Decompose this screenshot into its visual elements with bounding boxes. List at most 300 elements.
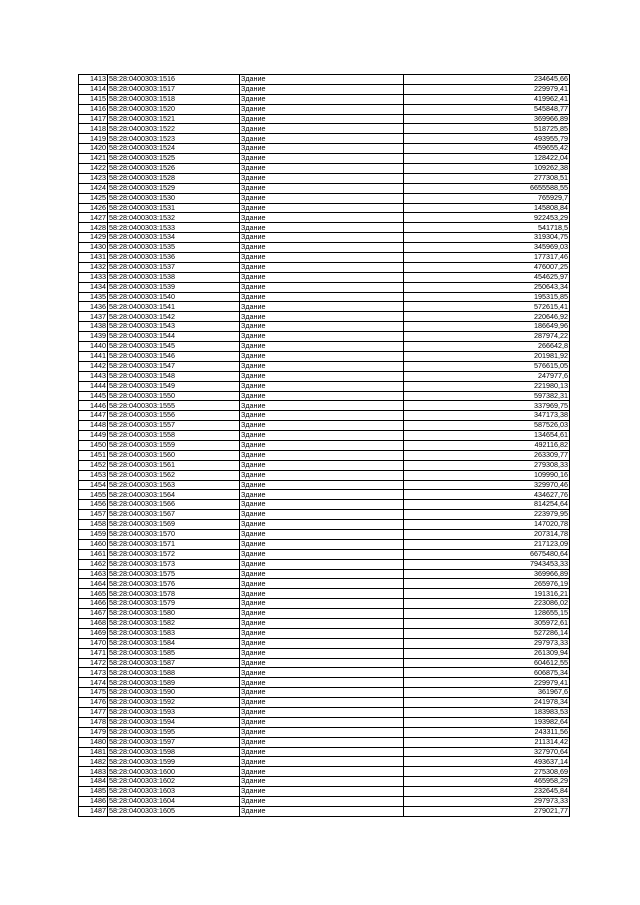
table-row: [79, 500, 570, 510]
row-number-cell: 1480: [79, 737, 108, 747]
object-type-cell: Здание: [240, 777, 404, 787]
row-number-cell: 1469: [79, 628, 108, 638]
table-row: [79, 589, 570, 599]
table-row: [79, 292, 570, 302]
row-number-cell: 1476: [79, 698, 108, 708]
object-type-cell: Здание: [240, 371, 404, 381]
cadastral-number-cell: 58:28:0400303:1579: [108, 599, 240, 609]
row-number-cell: 1414: [79, 84, 108, 94]
row-number-cell: 1473: [79, 668, 108, 678]
cadastral-number-cell: 58:28:0400303:1576: [108, 579, 240, 589]
table-row: [79, 75, 570, 85]
cadastral-number-cell: 58:28:0400303:1558: [108, 431, 240, 441]
row-number-cell: 1475: [79, 688, 108, 698]
object-type-cell: Здание: [240, 589, 404, 599]
object-type-cell: Здание: [240, 500, 404, 510]
cadastral-number-cell: 58:28:0400303:1535: [108, 243, 240, 253]
object-type-cell: Здание: [240, 787, 404, 797]
table-row: [79, 183, 570, 193]
cadastral-number-cell: 58:28:0400303:1603: [108, 787, 240, 797]
row-number-cell: 1440: [79, 342, 108, 352]
object-type-cell: Здание: [240, 549, 404, 559]
cadastral-value-cell: 297973,33: [404, 797, 570, 807]
row-number-cell: 1434: [79, 282, 108, 292]
row-number-cell: 1439: [79, 332, 108, 342]
table-row: [79, 737, 570, 747]
row-number-cell: 1468: [79, 618, 108, 628]
row-number-cell: 1484: [79, 777, 108, 787]
table-row: [79, 747, 570, 757]
cadastral-number-cell: 58:28:0400303:1520: [108, 104, 240, 114]
object-type-cell: Здание: [240, 302, 404, 312]
table-row: [79, 480, 570, 490]
cadastral-value-cell: 232645,84: [404, 787, 570, 797]
table-row: [79, 114, 570, 124]
cadastral-number-cell: 58:28:0400303:1595: [108, 727, 240, 737]
cadastral-value-cell: 6655588,55: [404, 183, 570, 193]
cadastral-number-cell: 58:28:0400303:1524: [108, 144, 240, 154]
cadastral-number-cell: 58:28:0400303:1580: [108, 609, 240, 619]
table-row: [79, 104, 570, 114]
cadastral-number-cell: 58:28:0400303:1544: [108, 332, 240, 342]
object-type-cell: Здание: [240, 233, 404, 243]
cadastral-number-cell: 58:28:0400303:1534: [108, 233, 240, 243]
cadastral-number-cell: 58:28:0400303:1582: [108, 618, 240, 628]
row-number-cell: 1413: [79, 75, 108, 85]
row-number-cell: 1423: [79, 173, 108, 183]
cadastral-value-cell: 195315,85: [404, 292, 570, 302]
cadastral-value-cell: 275308,69: [404, 767, 570, 777]
table-row: [79, 757, 570, 767]
cadastral-value-cell: 145808,84: [404, 203, 570, 213]
table-row: [79, 351, 570, 361]
cadastral-value-cell: 261309,94: [404, 648, 570, 658]
cadastral-number-cell: 58:28:0400303:1516: [108, 75, 240, 85]
cadastral-number-cell: 58:28:0400303:1522: [108, 124, 240, 134]
table-row: [79, 124, 570, 134]
cadastral-value-cell: 279308,33: [404, 460, 570, 470]
cadastral-value-cell: 109262,38: [404, 164, 570, 174]
cadastral-value-cell: 263309,77: [404, 450, 570, 460]
cadastral-number-cell: 58:28:0400303:1589: [108, 678, 240, 688]
cadastral-value-cell: 922453,29: [404, 213, 570, 223]
table-row: [79, 668, 570, 678]
object-type-cell: Здание: [240, 223, 404, 233]
cadastral-number-cell: 58:28:0400303:1521: [108, 114, 240, 124]
row-number-cell: 1420: [79, 144, 108, 154]
row-number-cell: 1466: [79, 599, 108, 609]
cadastral-value-cell: 229979,41: [404, 84, 570, 94]
row-number-cell: 1424: [79, 183, 108, 193]
cadastral-value-cell: 576615,05: [404, 361, 570, 371]
cadastral-number-cell: 58:28:0400303:1570: [108, 529, 240, 539]
object-type-cell: Здание: [240, 342, 404, 352]
object-type-cell: Здание: [240, 411, 404, 421]
cadastral-number-cell: 58:28:0400303:1530: [108, 193, 240, 203]
row-number-cell: 1426: [79, 203, 108, 213]
object-type-cell: Здание: [240, 421, 404, 431]
table-row: [79, 94, 570, 104]
cadastral-number-cell: 58:28:0400303:1560: [108, 450, 240, 460]
table-row: [79, 302, 570, 312]
row-number-cell: 1458: [79, 520, 108, 530]
cadastral-number-cell: 58:28:0400303:1539: [108, 282, 240, 292]
cadastral-number-cell: 58:28:0400303:1592: [108, 698, 240, 708]
table-row: [79, 539, 570, 549]
cadastral-value-cell: 229979,41: [404, 678, 570, 688]
object-type-cell: Здание: [240, 253, 404, 263]
table-row: [79, 520, 570, 530]
cadastral-number-cell: 58:28:0400303:1572: [108, 549, 240, 559]
cadastral-number-cell: 58:28:0400303:1566: [108, 500, 240, 510]
cadastral-number-cell: 58:28:0400303:1594: [108, 717, 240, 727]
object-type-cell: Здание: [240, 351, 404, 361]
object-type-cell: Здание: [240, 757, 404, 767]
cadastral-value-cell: 327970,64: [404, 747, 570, 757]
object-type-cell: Здание: [240, 806, 404, 816]
object-type-cell: Здание: [240, 114, 404, 124]
object-type-cell: Здание: [240, 262, 404, 272]
row-number-cell: 1433: [79, 272, 108, 282]
cadastral-number-cell: 58:28:0400303:1533: [108, 223, 240, 233]
object-type-cell: Здание: [240, 164, 404, 174]
cadastral-number-cell: 58:28:0400303:1538: [108, 272, 240, 282]
cadastral-value-cell: 369966,89: [404, 114, 570, 124]
cadastral-number-cell: 58:28:0400303:1602: [108, 777, 240, 787]
cadastral-value-cell: 347173,38: [404, 411, 570, 421]
table-row: [79, 282, 570, 292]
cadastral-value-cell: 541718,5: [404, 223, 570, 233]
cadastral-value-cell: 492116,82: [404, 440, 570, 450]
cadastral-value-cell: 518725,85: [404, 124, 570, 134]
cadastral-value-cell: 247977,6: [404, 371, 570, 381]
row-number-cell: 1422: [79, 164, 108, 174]
table-row: [79, 658, 570, 668]
table-body: [79, 75, 570, 817]
cadastral-value-cell: 493955,79: [404, 134, 570, 144]
table-row: [79, 421, 570, 431]
object-type-cell: Здание: [240, 75, 404, 85]
cadastral-number-cell: 58:28:0400303:1557: [108, 421, 240, 431]
row-number-cell: 1432: [79, 262, 108, 272]
object-type-cell: Здание: [240, 450, 404, 460]
row-number-cell: 1452: [79, 460, 108, 470]
cadastral-number-cell: 58:28:0400303:1571: [108, 539, 240, 549]
object-type-cell: Здание: [240, 569, 404, 579]
object-type-cell: Здание: [240, 361, 404, 371]
cadastral-value-cell: 241978,34: [404, 698, 570, 708]
table-row: [79, 717, 570, 727]
row-number-cell: 1457: [79, 510, 108, 520]
object-type-cell: Здание: [240, 213, 404, 223]
cadastral-number-cell: 58:28:0400303:1556: [108, 411, 240, 421]
row-number-cell: 1478: [79, 717, 108, 727]
row-number-cell: 1487: [79, 806, 108, 816]
cadastral-value-cell: 7943453,33: [404, 559, 570, 569]
cadastral-value-cell: 597382,31: [404, 391, 570, 401]
row-number-cell: 1445: [79, 391, 108, 401]
object-type-cell: Здание: [240, 292, 404, 302]
table-row: [79, 510, 570, 520]
row-number-cell: 1451: [79, 450, 108, 460]
cadastral-value-cell: 459655,42: [404, 144, 570, 154]
cadastral-value-cell: 465958,29: [404, 777, 570, 787]
cadastral-value-cell: 134654,61: [404, 431, 570, 441]
row-number-cell: 1418: [79, 124, 108, 134]
object-type-cell: Здание: [240, 599, 404, 609]
object-type-cell: Здание: [240, 282, 404, 292]
table-row: [79, 727, 570, 737]
object-type-cell: Здание: [240, 480, 404, 490]
cadastral-value-cell: 147020,78: [404, 520, 570, 530]
cadastral-value-cell: 606875,34: [404, 668, 570, 678]
cadastral-number-cell: 58:28:0400303:1528: [108, 173, 240, 183]
cadastral-value-cell: 277308,51: [404, 173, 570, 183]
row-number-cell: 1435: [79, 292, 108, 302]
row-number-cell: 1459: [79, 529, 108, 539]
row-number-cell: 1462: [79, 559, 108, 569]
cadastral-number-cell: 58:28:0400303:1575: [108, 569, 240, 579]
cadastral-number-cell: 58:28:0400303:1567: [108, 510, 240, 520]
table-row: [79, 431, 570, 441]
table-row: [79, 154, 570, 164]
table-row: [79, 569, 570, 579]
table-row: [79, 559, 570, 569]
cadastral-number-cell: 58:28:0400303:1545: [108, 342, 240, 352]
table-row: [79, 134, 570, 144]
cadastral-value-cell: 128655,15: [404, 609, 570, 619]
object-type-cell: Здание: [240, 470, 404, 480]
cadastral-number-cell: 58:28:0400303:1523: [108, 134, 240, 144]
cadastral-number-cell: 58:28:0400303:1559: [108, 440, 240, 450]
cadastral-number-cell: 58:28:0400303:1585: [108, 648, 240, 658]
cadastral-value-cell: 345969,03: [404, 243, 570, 253]
row-number-cell: 1460: [79, 539, 108, 549]
object-type-cell: Здание: [240, 797, 404, 807]
table-row: [79, 708, 570, 718]
row-number-cell: 1442: [79, 361, 108, 371]
object-type-cell: Здание: [240, 678, 404, 688]
row-number-cell: 1436: [79, 302, 108, 312]
cadastral-number-cell: 58:28:0400303:1564: [108, 490, 240, 500]
row-number-cell: 1441: [79, 351, 108, 361]
cadastral-value-cell: 434627,76: [404, 490, 570, 500]
object-type-cell: Здание: [240, 490, 404, 500]
cadastral-value-cell: 243311,56: [404, 727, 570, 737]
cadastral-value-cell: 186649,96: [404, 322, 570, 332]
cadastral-value-cell: 329970,46: [404, 480, 570, 490]
object-type-cell: Здание: [240, 183, 404, 193]
object-type-cell: Здание: [240, 243, 404, 253]
cadastral-value-cell: 234645,66: [404, 75, 570, 85]
table-row: [79, 322, 570, 332]
object-type-cell: Здание: [240, 322, 404, 332]
row-number-cell: 1467: [79, 609, 108, 619]
table-row: [79, 618, 570, 628]
cadastral-number-cell: 58:28:0400303:1598: [108, 747, 240, 757]
row-number-cell: 1448: [79, 421, 108, 431]
cadastral-number-cell: 58:28:0400303:1562: [108, 470, 240, 480]
table-row: [79, 213, 570, 223]
object-type-cell: Здание: [240, 193, 404, 203]
table-row: [79, 203, 570, 213]
cadastral-number-cell: 58:28:0400303:1542: [108, 312, 240, 322]
cadastral-number-cell: 58:28:0400303:1578: [108, 589, 240, 599]
cadastral-value-cell: 493637,14: [404, 757, 570, 767]
row-number-cell: 1463: [79, 569, 108, 579]
table-row: [79, 371, 570, 381]
cadastral-number-cell: 58:28:0400303:1573: [108, 559, 240, 569]
table-row: [79, 381, 570, 391]
table-row: [79, 391, 570, 401]
row-number-cell: 1443: [79, 371, 108, 381]
table-row: [79, 628, 570, 638]
cadastral-number-cell: 58:28:0400303:1569: [108, 520, 240, 530]
table-row: [79, 401, 570, 411]
table-row: [79, 84, 570, 94]
cadastral-value-cell: 279021,77: [404, 806, 570, 816]
cadastral-value-cell: 527286,14: [404, 628, 570, 638]
object-type-cell: Здание: [240, 520, 404, 530]
object-type-cell: Здание: [240, 529, 404, 539]
cadastral-value-cell: 223979,95: [404, 510, 570, 520]
object-type-cell: Здание: [240, 124, 404, 134]
row-number-cell: 1431: [79, 253, 108, 263]
cadastral-value-cell: 287974,22: [404, 332, 570, 342]
cadastral-number-cell: 58:28:0400303:1548: [108, 371, 240, 381]
cadastral-value-cell: 369966,89: [404, 569, 570, 579]
object-type-cell: Здание: [240, 173, 404, 183]
table-row: [79, 450, 570, 460]
object-type-cell: Здание: [240, 144, 404, 154]
object-type-cell: Здание: [240, 698, 404, 708]
row-number-cell: 1444: [79, 381, 108, 391]
cadastral-number-cell: 58:28:0400303:1537: [108, 262, 240, 272]
row-number-cell: 1437: [79, 312, 108, 322]
cadastral-number-cell: 58:28:0400303:1593: [108, 708, 240, 718]
row-number-cell: 1464: [79, 579, 108, 589]
cadastral-value-cell: 250643,34: [404, 282, 570, 292]
table-row: [79, 173, 570, 183]
table-row: [79, 332, 570, 342]
row-number-cell: 1415: [79, 94, 108, 104]
cadastral-number-cell: 58:28:0400303:1540: [108, 292, 240, 302]
object-type-cell: Здание: [240, 391, 404, 401]
table-row: [79, 638, 570, 648]
row-number-cell: 1427: [79, 213, 108, 223]
cadastral-number-cell: 58:28:0400303:1600: [108, 767, 240, 777]
object-type-cell: Здание: [240, 203, 404, 213]
cadastral-number-cell: 58:28:0400303:1543: [108, 322, 240, 332]
cadastral-value-cell: 217123,09: [404, 539, 570, 549]
object-type-cell: Здание: [240, 510, 404, 520]
object-type-cell: Здание: [240, 401, 404, 411]
object-type-cell: Здание: [240, 460, 404, 470]
table-row: [79, 648, 570, 658]
cadastral-number-cell: 58:28:0400303:1547: [108, 361, 240, 371]
row-number-cell: 1461: [79, 549, 108, 559]
object-type-cell: Здание: [240, 717, 404, 727]
cadastral-value-cell: 193982,64: [404, 717, 570, 727]
object-type-cell: Здание: [240, 332, 404, 342]
table-row: [79, 342, 570, 352]
cadastral-number-cell: 58:28:0400303:1549: [108, 381, 240, 391]
object-type-cell: Здание: [240, 431, 404, 441]
table-row: [79, 233, 570, 243]
row-number-cell: 1482: [79, 757, 108, 767]
cadastral-value-cell: 211314,42: [404, 737, 570, 747]
cadastral-value-cell: 476007,25: [404, 262, 570, 272]
cadastral-value-cell: 221980,13: [404, 381, 570, 391]
row-number-cell: 1419: [79, 134, 108, 144]
row-number-cell: 1474: [79, 678, 108, 688]
cadastral-number-cell: 58:28:0400303:1584: [108, 638, 240, 648]
object-type-cell: Здание: [240, 737, 404, 747]
cadastral-value-table: [78, 74, 570, 817]
row-number-cell: 1430: [79, 243, 108, 253]
object-type-cell: Здание: [240, 658, 404, 668]
cadastral-number-cell: 58:28:0400303:1517: [108, 84, 240, 94]
row-number-cell: 1477: [79, 708, 108, 718]
row-number-cell: 1446: [79, 401, 108, 411]
table-row: [79, 688, 570, 698]
cadastral-value-cell: 587526,03: [404, 421, 570, 431]
table-row: [79, 579, 570, 589]
object-type-cell: Здание: [240, 727, 404, 737]
cadastral-value-cell: 201981,92: [404, 351, 570, 361]
row-number-cell: 1472: [79, 658, 108, 668]
table-row: [79, 490, 570, 500]
table-row: [79, 767, 570, 777]
cadastral-number-cell: 58:28:0400303:1536: [108, 253, 240, 263]
cadastral-value-cell: 191316,21: [404, 589, 570, 599]
row-number-cell: 1455: [79, 490, 108, 500]
row-number-cell: 1417: [79, 114, 108, 124]
table-row: [79, 361, 570, 371]
object-type-cell: Здание: [240, 638, 404, 648]
cadastral-value-cell: 337969,75: [404, 401, 570, 411]
cadastral-value-cell: 419962,41: [404, 94, 570, 104]
row-number-cell: 1450: [79, 440, 108, 450]
object-type-cell: Здание: [240, 154, 404, 164]
cadastral-value-cell: 266642,8: [404, 342, 570, 352]
row-number-cell: 1453: [79, 470, 108, 480]
row-number-cell: 1447: [79, 411, 108, 421]
table-row: [79, 223, 570, 233]
table-row: [79, 609, 570, 619]
object-type-cell: Здание: [240, 767, 404, 777]
row-number-cell: 1438: [79, 322, 108, 332]
object-type-cell: Здание: [240, 272, 404, 282]
cadastral-number-cell: 58:28:0400303:1597: [108, 737, 240, 747]
object-type-cell: Здание: [240, 688, 404, 698]
table-row: [79, 243, 570, 253]
table-row: [79, 193, 570, 203]
object-type-cell: Здание: [240, 84, 404, 94]
table-row: [79, 470, 570, 480]
cadastral-value-cell: 177317,46: [404, 253, 570, 263]
object-type-cell: Здание: [240, 708, 404, 718]
table-row: [79, 272, 570, 282]
row-number-cell: 1470: [79, 638, 108, 648]
object-type-cell: Здание: [240, 104, 404, 114]
cadastral-number-cell: 58:28:0400303:1555: [108, 401, 240, 411]
table-row: [79, 806, 570, 816]
object-type-cell: Здание: [240, 559, 404, 569]
row-number-cell: 1456: [79, 500, 108, 510]
cadastral-number-cell: 58:28:0400303:1546: [108, 351, 240, 361]
cadastral-number-cell: 58:28:0400303:1561: [108, 460, 240, 470]
